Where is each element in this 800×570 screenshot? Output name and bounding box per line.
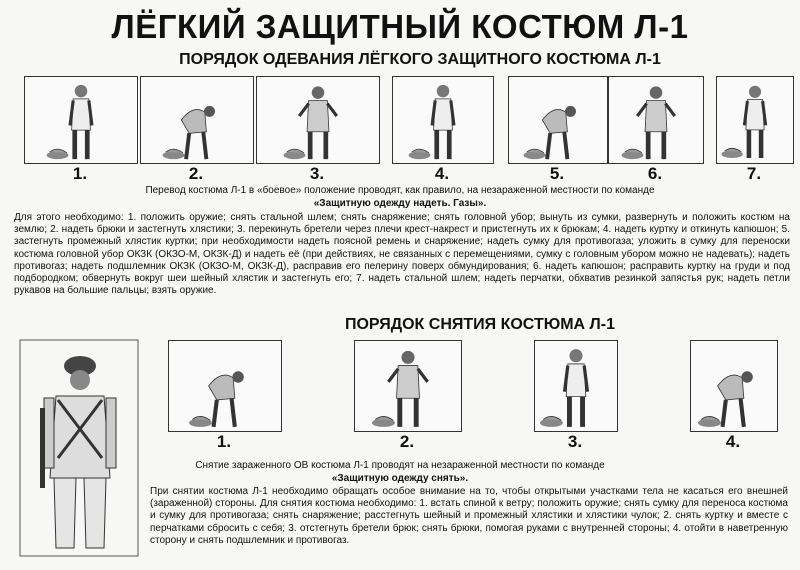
dressing-step-2-image xyxy=(140,76,254,164)
removal-caption-line2: «Защитную одежду снять». xyxy=(331,473,469,484)
dressing-step-7-image xyxy=(716,76,794,164)
removal-step-1-number: 1. xyxy=(216,432,232,451)
dressing-heading: ПОРЯДОК ОДЕВАНИЯ ЛЁГКОГО ЗАЩИТНОГО КОСТЮМА Л-1 xyxy=(179,51,661,68)
removal-paragraph: При снятии костюма Л-1 необходимо обращать особое внимание на то, чтобы открытыми участками тела не касаться его внешней (зараженной) стороны. Для снятия костюма необходимо: 1. встать спиной к ветру; положить оружие; снять сумку для переноса костюма и сумку для противогаза; снять снаряжение; расстегнуть шейный и промежный хлястики и хлястики чулок; 2. снять куртку и вместе с перчатками сбросить с себя; 3. отстегнуть бретели брюк; снять брюки, помогая руками с внутренней стороны; 4. отойти в наветренную сторону и снять подшлемник и противогаз. xyxy=(150,486,788,546)
removal-step-4-number: 4. xyxy=(725,432,741,451)
dressing-step-4-number: 4. xyxy=(434,164,450,183)
soldier-illustration xyxy=(18,338,140,558)
dressing-caption-line2: «Защитную одежду надеть. Газы». xyxy=(313,198,487,209)
dressing-step-5-number: 5. xyxy=(549,164,565,183)
dressing-caption-line1: Перевод костюма Л-1 в «боевое» положение проводят, как правило, на незараженной местности по команде xyxy=(145,185,655,196)
dressing-step-1-image xyxy=(24,76,138,164)
removal-step-2-image xyxy=(354,340,462,432)
dressing-step-7-number: 7. xyxy=(746,164,762,183)
removal-step-3-number: 3. xyxy=(567,432,583,451)
removal-step-2-number: 2. xyxy=(399,432,415,451)
dressing-step-6-number: 6. xyxy=(647,164,663,183)
dressing-step-5-image xyxy=(508,76,608,164)
dressing-step-4-image xyxy=(392,76,494,164)
removal-step-1-image xyxy=(168,340,282,432)
dressing-step-3-number: 3. xyxy=(309,164,325,183)
removal-step-4-image xyxy=(690,340,778,432)
dressing-step-3-image xyxy=(256,76,380,164)
dressing-paragraph: Для этого необходимо: 1. положить оружие; снять стальной шлем; снять снаряжение; снять головной убор; вынуть из сумки, развернуть и положить костюм на землю; 2. надеть брюки и застегнуть хлястики; 3. перекинуть бретели через плечи крест-накрест и пристегнуть их к брюкам; 4. надеть куртку и откинуть капюшон; 5. застегнуть промежный хлястик куртки; при необходимости надеть поясной ремень и снаряжение; надеть сумку для противогаза; уложить в сумку для переноски костюма головной убор ОКЗК (ОКЗО-М, ОКЗК-Д) и надеть её (при действиях, не связанных с перемещениями, сумку с головным убором можно не надевать); надеть противогаз; надеть подшлемник ОКЗК (ОКЗО-М, ОКЗК-Д), расправив его пелерину поверх обмундирования; 6. надеть капюшон; расправить куртку на груди и под подбородком; обвернуть вокруг шеи шейный хлястик и застегнуть его; 7. надеть стальной шлем; надеть перчатки, обхватив резинкой запястья рук; надеть петли рукавов на большие пальцы; взять оружие. xyxy=(14,212,790,297)
dressing-step-1-number: 1. xyxy=(72,164,88,183)
dressing-step-6-image xyxy=(608,76,704,164)
removal-step-3-image xyxy=(534,340,618,432)
dressing-step-2-number: 2. xyxy=(188,164,204,183)
removal-heading: ПОРЯДОК СНЯТИЯ КОСТЮМА Л-1 xyxy=(344,316,616,333)
page-title: ЛЁГКИЙ ЗАЩИТНЫЙ КОСТЮМ Л-1 xyxy=(111,8,689,45)
removal-caption-line1: Снятие зараженного ОВ костюма Л-1 проводят на незараженной местности по команде xyxy=(195,460,605,471)
